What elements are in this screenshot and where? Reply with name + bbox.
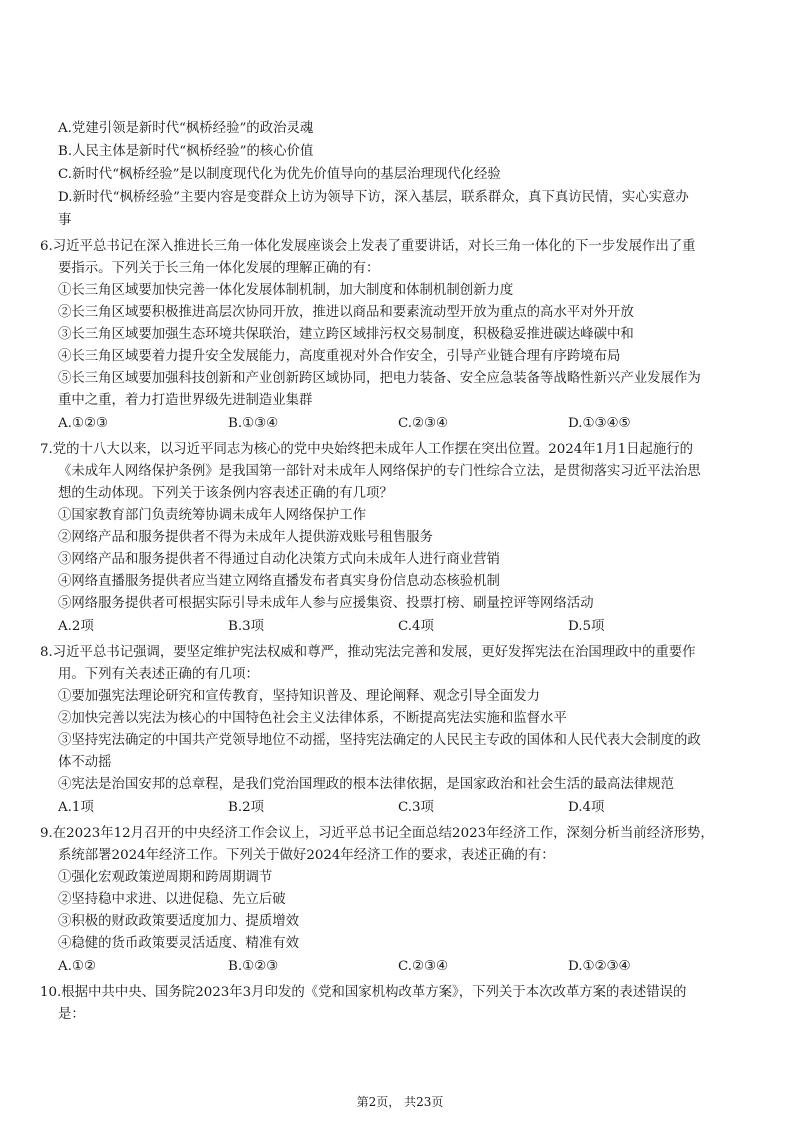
q6-option-b[interactable]: B.①③④	[228, 416, 279, 431]
q9-options	[58, 957, 758, 977]
q8-option-d[interactable]: D.4项	[568, 800, 605, 815]
q6-stem-line-2: 要指示。下列关于长三角一体化发展的理解正确的有：	[58, 261, 380, 276]
q6-item-5: ⑤长三角区域要加强科技创新和产业创新跨区域协同，把电力装备、安全应急装备等战略性新兴产业发展作为	[58, 371, 701, 386]
q8-item-4: ④宪法是治国安邦的总章程，是我们党治国理政的根本法律依据，是国家政治和社会生活的最高法律规范	[58, 777, 674, 792]
q5-option-a: A.党建引领是新时代“枫桥经验”的政治灵魂	[58, 121, 314, 136]
q9-item-4: ④稳健的货币政策要灵活适度、精准有效	[58, 936, 300, 951]
q5-option-b: B.人民主体是新时代“枫桥经验”的核心价值	[58, 144, 314, 159]
q8-stem-line-2: 用。下列有关表述正确的有几项：	[58, 667, 259, 682]
q9-item-2: ②坚持稳中求进、以进促稳、先立后破	[58, 892, 286, 907]
q6-item-4: ④长三角区域要着力提升安全发展能力，高度重视对外合作安全，引导产业链合理有序跨境布局	[58, 349, 621, 364]
q7-item-3: ③网络产品和服务提供者不得通过自动化决策方式向未成年人进行商业营销	[58, 552, 500, 567]
q7-item-1: ①国家教育部门负责统筹协调未成年人网络保护工作	[58, 508, 366, 523]
q8-item-1: ①要加强宪法理论研究和宣传教育，坚持知识普及、理论阐释、观念引导全面发力	[58, 689, 541, 704]
q7-stem-line-3: 想的生动体现。下列关于该条例内容表述正确的有几项？	[58, 486, 393, 501]
q8-stem-line-1: 8.习近平总书记强调，要坚定维护宪法权威和尊严，推动宪法完善和发展，更好发挥宪法在治国理政中的重要作	[40, 645, 696, 660]
q8-item-3: ③坚持宪法确定的中国共产党领导地位不动摇，坚持宪法确定的人民民主专政的国体和人民代表大会制度的政	[58, 733, 701, 748]
q7-stem-line-1: 7.党的十八大以来，以习近平同志为核心的党中央始终把未成年人工作摆在突出位置。2024年1月1日起施行的	[40, 442, 694, 457]
q9-stem-line-2: 系统部署2024年经济工作。下列关于做好2024年经济工作的要求，表述正确的有：	[58, 848, 555, 863]
q8-option-c[interactable]: C.3项	[398, 800, 434, 815]
q7-stem-line-2: 《未成年人网络保护条例》是我国第一部针对未成年人网络保护的专门性综合立法，是贯彻落实习近平法治思	[58, 464, 701, 479]
q8-item-3-cont: 体不动摇	[58, 755, 112, 770]
q8-option-a[interactable]: A.1项	[58, 800, 94, 815]
q7-option-a[interactable]: A.2项	[58, 619, 94, 634]
q8-item-2: ②加快完善以宪法为核心的中国特色社会主义法律体系，不断提高宪法实施和监督水平	[58, 711, 567, 726]
q6-option-d[interactable]: D.①③④⑤	[568, 416, 631, 431]
q9-option-d[interactable]: D.①②③④	[568, 959, 631, 974]
q7-options	[58, 617, 758, 637]
q7-option-d[interactable]: D.5项	[568, 619, 605, 634]
q7-option-b[interactable]: B.3项	[228, 619, 265, 634]
q8-options	[58, 798, 758, 818]
q7-item-5: ⑤网络服务提供者可根据实际引导未成年人参与应援集资、投票打榜、刷量控评等网络活动	[58, 596, 594, 611]
q9-option-c[interactable]: C.②③④	[398, 959, 449, 974]
q6-item-3: ③长三角区域要加强生态环境共保联治，建立跨区域排污权交易制度，积极稳妥推进碳达峰碳中和	[58, 327, 634, 342]
q10-stem-line-1: 10.根据中共中央、国务院2023年3月印发的《党和国家机构改革方案》，下列关于本次改革方案的表述错误的	[40, 985, 687, 1000]
q6-option-c[interactable]: C.②③④	[398, 416, 449, 431]
q6-item-1: ①长三角区域要加快完善一体化发展体制机制，加大制度和体制机制创新力度	[58, 283, 514, 298]
page-footer: 第2页， 共23页	[356, 1095, 444, 1109]
q9-option-a[interactable]: A.①②	[58, 959, 96, 974]
q9-option-b[interactable]: B.①②③	[228, 959, 279, 974]
q8-option-b[interactable]: B.2项	[228, 800, 265, 815]
q9-stem-line-1: 9.在2023年12月召开的中央经济工作会议上，习近平总书记全面总结2023年经济工作，深刻分析当前经济形势，	[40, 826, 714, 841]
q5-option-c: C.新时代“枫桥经验”是以制度现代化为优先价值导向的基层治理现代化经验	[58, 167, 501, 182]
q5-option-d: D.新时代“枫桥经验”主要内容是变群众上访为领导下访，深入基层，联系群众，真下真访民情，实心实意办	[58, 190, 689, 205]
q6-options	[58, 414, 758, 434]
q9-item-3: ③积极的财政政策要适度加力、提质增效	[58, 914, 300, 929]
q6-item-5-cont: 重中之重，着力打造世界级先进制造业集群	[58, 393, 313, 408]
q6-stem-line-1: 6.习近平总书记在深入推进长三角一体化发展座谈会上发表了重要讲话，对长三角一体化的下一步发展作出了重	[40, 239, 696, 254]
q5-option-d-cont: 事	[58, 213, 72, 228]
q10-stem-line-2: 是：	[58, 1007, 85, 1022]
q7-option-c[interactable]: C.4项	[398, 619, 434, 634]
q6-item-2: ②长三角区域要积极推进高层次协同开放，推进以商品和要素流动型开放为重点的高水平对外开放	[58, 305, 634, 320]
q7-item-2: ②网络产品和服务提供者不得为未成年人提供游戏账号租售服务	[58, 530, 433, 545]
q7-item-4: ④网络直播服务提供者应当建立网络直播发布者真实身份信息动态核验机制	[58, 574, 500, 589]
q6-option-a[interactable]: A.①②③	[58, 416, 108, 431]
q9-item-1: ①强化宏观政策逆周期和跨周期调节	[58, 870, 273, 885]
